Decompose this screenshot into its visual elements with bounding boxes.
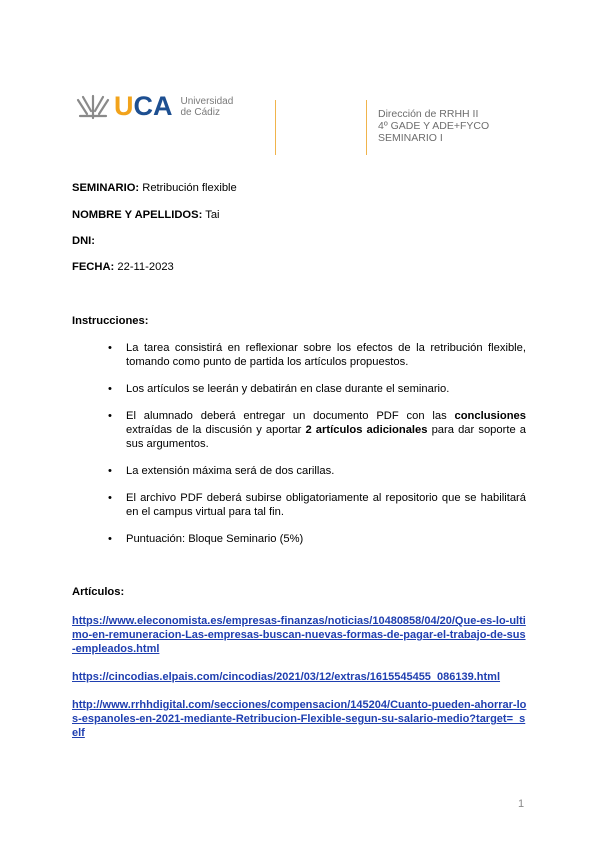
instructions-heading: Instrucciones: bbox=[72, 315, 149, 327]
page-number: 1 bbox=[518, 798, 525, 810]
article-link-eleconomista[interactable]: https://www.eleconomista.es/empresas-finanzas/noticias/10480858/04/20/Que-es-lo-ultimo-en-remuneracion-Las-empresas-buscan-nuevas-formas-de-pagar-el-trabajo-de-sus-empleados.html bbox=[72, 615, 526, 655]
list-item: • La tarea consistirá en reflexionar sobre los efectos de la retribución flexible, tomando como punto de partida los artículos propuestos. bbox=[108, 341, 526, 369]
list-item: • Los artículos se leerán y debatirán en clase durante el seminario. bbox=[108, 382, 526, 396]
instructions-list bbox=[108, 341, 526, 559]
list-item: • El archivo PDF deberá subirse obligatoriamente al repositorio que se habilitará en el campus virtual para tal fin. bbox=[108, 491, 526, 519]
article-link-cincodias[interactable]: https://cincodias.elpais.com/cincodias/2021/03/12/extras/1615545455_086139.html bbox=[72, 671, 501, 683]
uca-wordmark: UCA bbox=[114, 91, 173, 121]
list-item: • El alumnado deberá entregar un documento PDF con las conclusiones extraídas de la discusión y aportar 2 artículos adicionales para dar soporte a sus argumentos. bbox=[108, 409, 526, 451]
department-info: Dirección de RRHH II 4º GADE Y ADE+FYCO SEMINARIO I bbox=[378, 108, 490, 144]
university-name: Universidad de Cádiz bbox=[180, 95, 234, 118]
dni-field: DNI: bbox=[72, 235, 95, 247]
uca-logo bbox=[76, 93, 233, 120]
list-item: • Puntuación: Bloque Seminario (5%) bbox=[108, 532, 526, 546]
seminario-field: SEMINARIO: Retribución flexible bbox=[72, 182, 237, 194]
nombre-field: NOMBRE Y APELLIDOS: Tai bbox=[72, 209, 220, 221]
article-link-rrhhdigital[interactable]: http://www.rrhhdigital.com/secciones/compensacion/145204/Cuanto-pueden-ahorrar-los-espanoles-en-2021-mediante-Retribucion-Flexible-segun-su-salario-medio?target=_self bbox=[72, 699, 527, 739]
fecha-field: FECHA: 22-11-2023 bbox=[72, 261, 174, 273]
articles-heading: Artículos: bbox=[72, 586, 125, 598]
article-links bbox=[72, 614, 528, 754]
list-item: • La extensión máxima será de dos carillas. bbox=[108, 464, 526, 478]
header-divider-right bbox=[366, 100, 367, 155]
header-divider-left bbox=[275, 100, 276, 155]
uca-emblem-icon bbox=[76, 94, 110, 120]
